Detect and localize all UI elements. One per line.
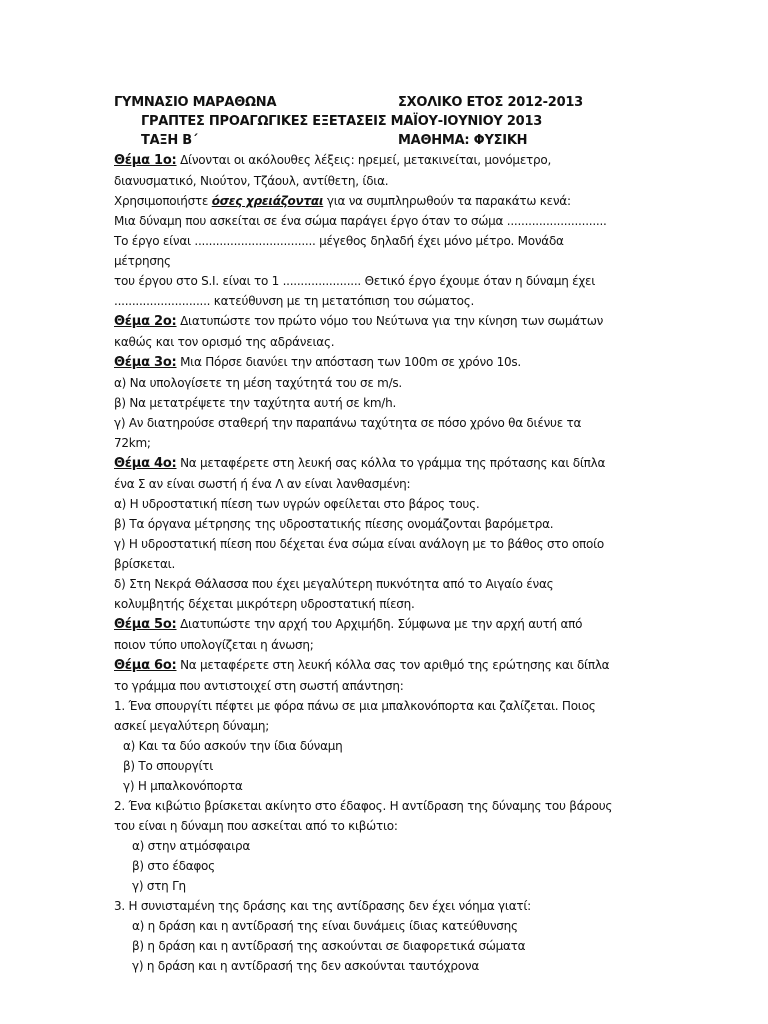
q1-line-8: ........................... κατεύθυνση με τη μετατόπιση του σώματος. xyxy=(114,294,475,308)
class-label: ΤΑΞΗ Β΄ xyxy=(141,133,198,148)
q1-line-1: Θέμα 1ο: Δίνονται οι ακόλουθες λέξεις: ηρεμεί, μετακινείται, μονόμετρο, xyxy=(114,153,552,168)
q1-line-7: του έργου στο S.I. είναι το 1 ...................... Θετικό έργο έχουμε όταν η δύναμη έχει xyxy=(114,274,596,288)
q4-item-a: α) Η υδροστατική πίεση των υγρών οφείλεται στο βάρος τους. xyxy=(114,497,480,511)
header-row-1 xyxy=(114,93,659,112)
q6-item-1-cont: ασκεί μεγαλύτερη δύναμη; xyxy=(114,719,270,733)
q6-item-2-cont: του είναι η δύναμη που ασκείται από το κιβώτιο: xyxy=(114,819,398,833)
q1-line-3: Χρησιμοποιήστε όσες χρειάζονται για να συμπληρωθούν τα παρακάτω κενά: xyxy=(114,194,571,208)
q1-line-4: Μια δύναμη που ασκείται σε ένα σώμα παράγει έργο όταν το σώμα ............................ xyxy=(114,214,607,228)
q4-item-b: β) Τα όργανα μέτρησης της υδροστατικής πίεσης ονομάζονται βαρόμετρα. xyxy=(114,517,554,531)
q6-item-1-option-a: α) Και τα δύο ασκούν την ίδια δύναμη xyxy=(123,739,343,753)
q6-item-3: 3. Η συνισταμένη της δράσης και της αντίδρασης δεν έχει νόημα γιατί: xyxy=(114,899,531,913)
q3-item-a: α) Να υπολογίσετε τη μέση ταχύτητά του σε m/s. xyxy=(114,376,402,390)
q3-item-c-cont: 72km; xyxy=(114,436,151,450)
q5-line-1: Θέμα 5ο: Διατυπώστε την αρχή του Αρχιμήδη. Σύμφωνα με την αρχή αυτή από xyxy=(114,617,583,632)
q2-line-1: Θέμα 2ο: Διατυπώστε τον πρώτο νόμο του Νεύτωνα για την κίνηση των σωμάτων xyxy=(114,314,604,329)
school-name: ΓΥΜΝΑΣΙΟ ΜΑΡΑΘΩΝΑ xyxy=(114,95,277,110)
q6-item-2: 2. Ένα κιβώτιο βρίσκεται ακίνητο στο έδαφος. Η αντίδραση της δύναμης του βάρους xyxy=(114,799,613,813)
q6-label: Θέμα 6ο: xyxy=(114,658,177,673)
q3-label: Θέμα 3ο: xyxy=(114,355,177,370)
q2-label: Θέμα 2ο: xyxy=(114,314,177,329)
q4-item-c: γ) Η υδροστατική πίεση που δέχεται ένα σώμα είναι ανάλογη με το βάθος στο οποίο xyxy=(114,537,604,551)
q6-item-3-option-b: β) η δράση και η αντίδρασή της ασκούνται σε διαφορετικά σώματα xyxy=(132,939,526,953)
q1-line-6: μέτρησης xyxy=(114,254,171,268)
header-row-3 xyxy=(114,131,659,150)
q6-item-1: 1. Ένα σπουργίτι πέφτει με φόρα πάνω σε μια μπαλκονόπορτα και ζαλίζεται. Ποιος xyxy=(114,699,596,713)
q6-item-2-option-a: α) στην ατμόσφαιρα xyxy=(132,839,250,853)
q4-line-1: Θέμα 4ο: Να μεταφέρετε στη λευκή σας κόλλα το γράμμα της πρότασης και δίπλα xyxy=(114,456,606,471)
school-year: ΣΧΟΛΙΚΟ ΕΤΟΣ 2012-2013 xyxy=(398,95,583,110)
q1-line-5: Το έργο είναι .................................. μέγεθος δηλαδή έχει μόνο μέτρο. Μονάδα xyxy=(114,234,564,248)
q2-line-2: καθώς και τον ορισμό της αδράνειας. xyxy=(114,335,335,349)
q6-item-2-option-b: β) στο έδαφος xyxy=(132,859,215,873)
q6-item-2-option-c: γ) στη Γη xyxy=(132,879,186,893)
q3-line-1: Θέμα 3ο: Μια Πόρσε διανύει την απόσταση των 100m σε χρόνο 10s. xyxy=(114,355,521,370)
q3-item-c: γ) Αν διατηρούσε σταθερή την παραπάνω ταχύτητα σε πόσο χρόνο θα διένυε τα xyxy=(114,416,582,430)
q6-item-3-option-a: α) η δράση και η αντίδρασή της είναι δυνάμεις ίδιας κατεύθυνσης xyxy=(132,919,518,933)
exam-title: ΓΡΑΠΤΕΣ ΠΡΟΑΓΩΓΙΚΕΣ ΕΞΕΤΑΣΕΙΣ ΜΑΪΟΥ-ΙΟΥΝΙΟΥ 2013 xyxy=(141,114,543,129)
q6-item-1-option-b: β) Το σπουργίτι xyxy=(123,759,214,773)
q4-label: Θέμα 4ο: xyxy=(114,456,177,471)
q5-label: Θέμα 5ο: xyxy=(114,617,177,632)
q6-item-1-option-c: γ) Η μπαλκονόπορτα xyxy=(123,779,243,793)
q4-item-d-cont: κολυμβητής δέχεται μικρότερη υδροστατική πίεση. xyxy=(114,597,415,611)
q3-item-b: β) Να μετατρέψετε την ταχύτητα αυτή σε km/h. xyxy=(114,396,397,410)
q5-line-2: ποιον τύπο υπολογίζεται η άνωση; xyxy=(114,638,314,652)
q6-line-1: Θέμα 6ο: Να μεταφέρετε στη λευκή κόλλα σας τον αριθμό της ερώτησης και δίπλα xyxy=(114,658,610,673)
header-row-2 xyxy=(114,112,659,131)
q4-item-d: δ) Στη Νεκρά Θάλασσα που έχει μεγαλύτερη πυκνότητα από το Αιγαίο ένας xyxy=(114,577,554,591)
subject-label: ΜΑΘΗΜΑ: ΦΥΣΙΚΗ xyxy=(398,133,528,148)
q4-line-2: ένα Σ αν είναι σωστή ή ένα Λ αν είναι λανθασμένη: xyxy=(114,477,411,491)
q6-item-3-option-c: γ) η δράση και η αντίδρασή της δεν ασκούνται ταυτόχρονα xyxy=(132,959,479,973)
exam-page xyxy=(114,93,659,976)
q4-item-c-cont: βρίσκεται. xyxy=(114,557,176,571)
q1-label: Θέμα 1ο: xyxy=(114,153,177,168)
q6-line-2: το γράμμα που αντιστοιχεί στη σωστή απάντηση: xyxy=(114,679,404,693)
q1-line-2: διανυσματικό, Νιούτον, Τζάουλ, αντίθετη, ίδια. xyxy=(114,174,389,188)
